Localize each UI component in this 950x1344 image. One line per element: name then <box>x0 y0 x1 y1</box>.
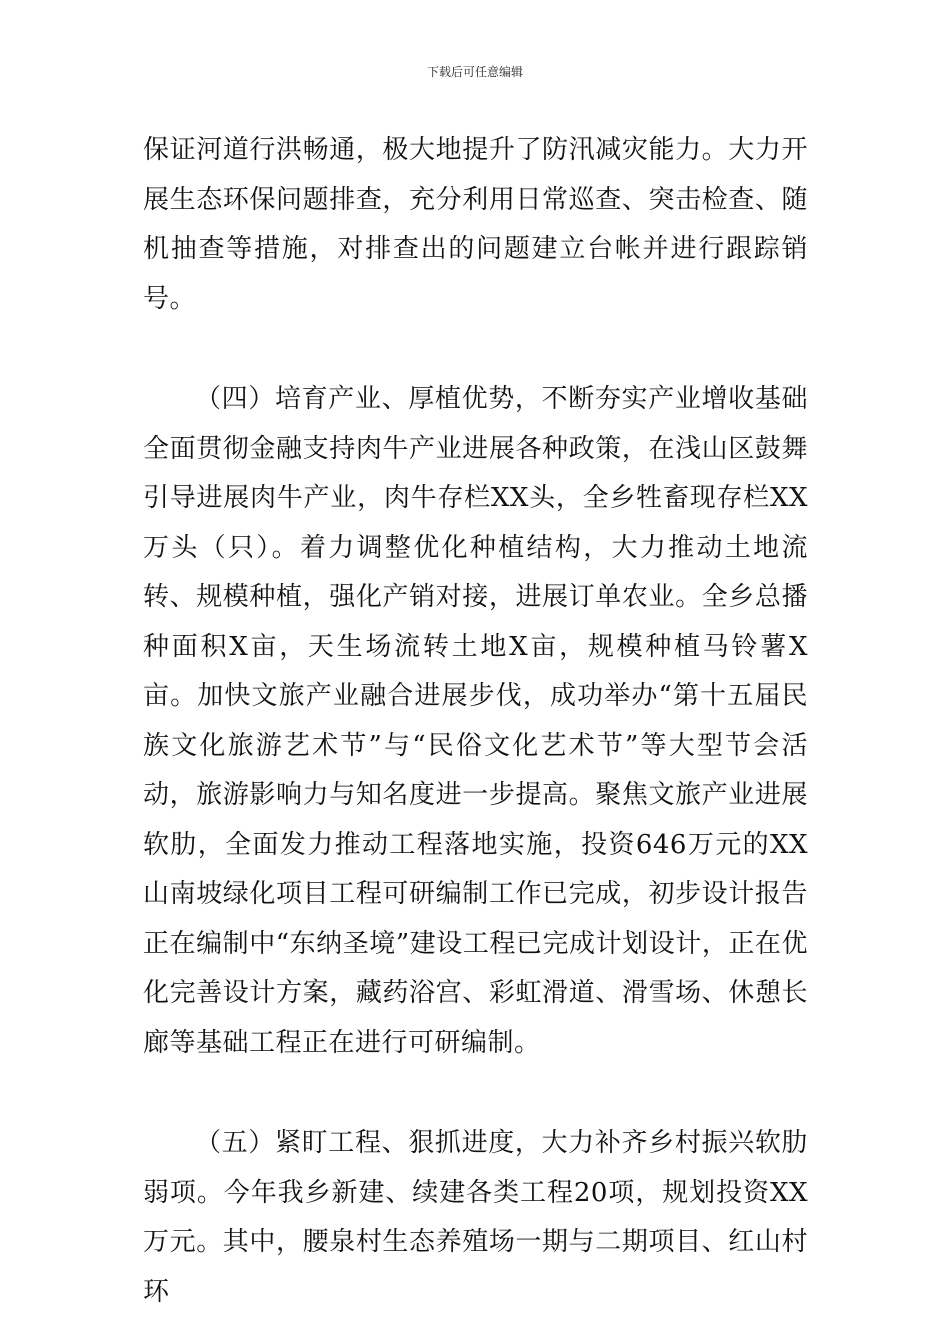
paragraph-spacer <box>143 324 808 375</box>
paragraph-section-four: （四）培育产业、厚植优势，不断夯实产业增收基础全面贯彻金融支持肉牛产业进展各种政策，在浅山区鼓舞引导进展肉牛产业，肉牛存栏XX头，全乡牲畜现存栏XX万头（只）。着力调整优化种植结构，大力推动土地流转、规模种植，强化产销对接，进展订单农业。全乡总播种面积X亩，天生场流转土地X亩，规模种植马铃薯X亩。加快文旅产业融合进展步伐，成功举办“第十五届民族文化旅游艺术节”与“民俗文化艺术节”等大型节会活动，旅游影响力与知名度进一步提高。聚焦文旅产业进展软肋，全面发力推动工程落地实施，投资646万元的XX山南坡绿化项目工程可研编制工作已完成，初步设计报告正在编制中“东纳圣境”建设工程已完成计划设计，正在优化完善设计方案，藏药浴宫、彩虹滑道、滑雪场、休憩长廊等基础工程正在进行可研编制。 <box>143 384 808 1058</box>
paragraph-spacer <box>143 1068 808 1119</box>
page-header: 下载后可任意编辑 <box>426 65 523 79</box>
paragraph-continuation: 保证河道行洪畅通，极大地提升了防汛减灾能力。大力开展生态环保问题排查，充分利用日常巡查、突击检查、随机抽查等措施，对排查出的问题建立台帐并进行跟踪销号。 <box>143 135 808 314</box>
paragraph-section-five: （五）紧盯工程、狠抓进度，大力补齐乡村振兴软肋弱项。今年我乡新建、续建各类工程20项，规划投资XX万元。其中，腰泉村生态养殖场一期与二期项目、红山村环 <box>143 1128 808 1307</box>
document-body <box>143 126 808 1317</box>
